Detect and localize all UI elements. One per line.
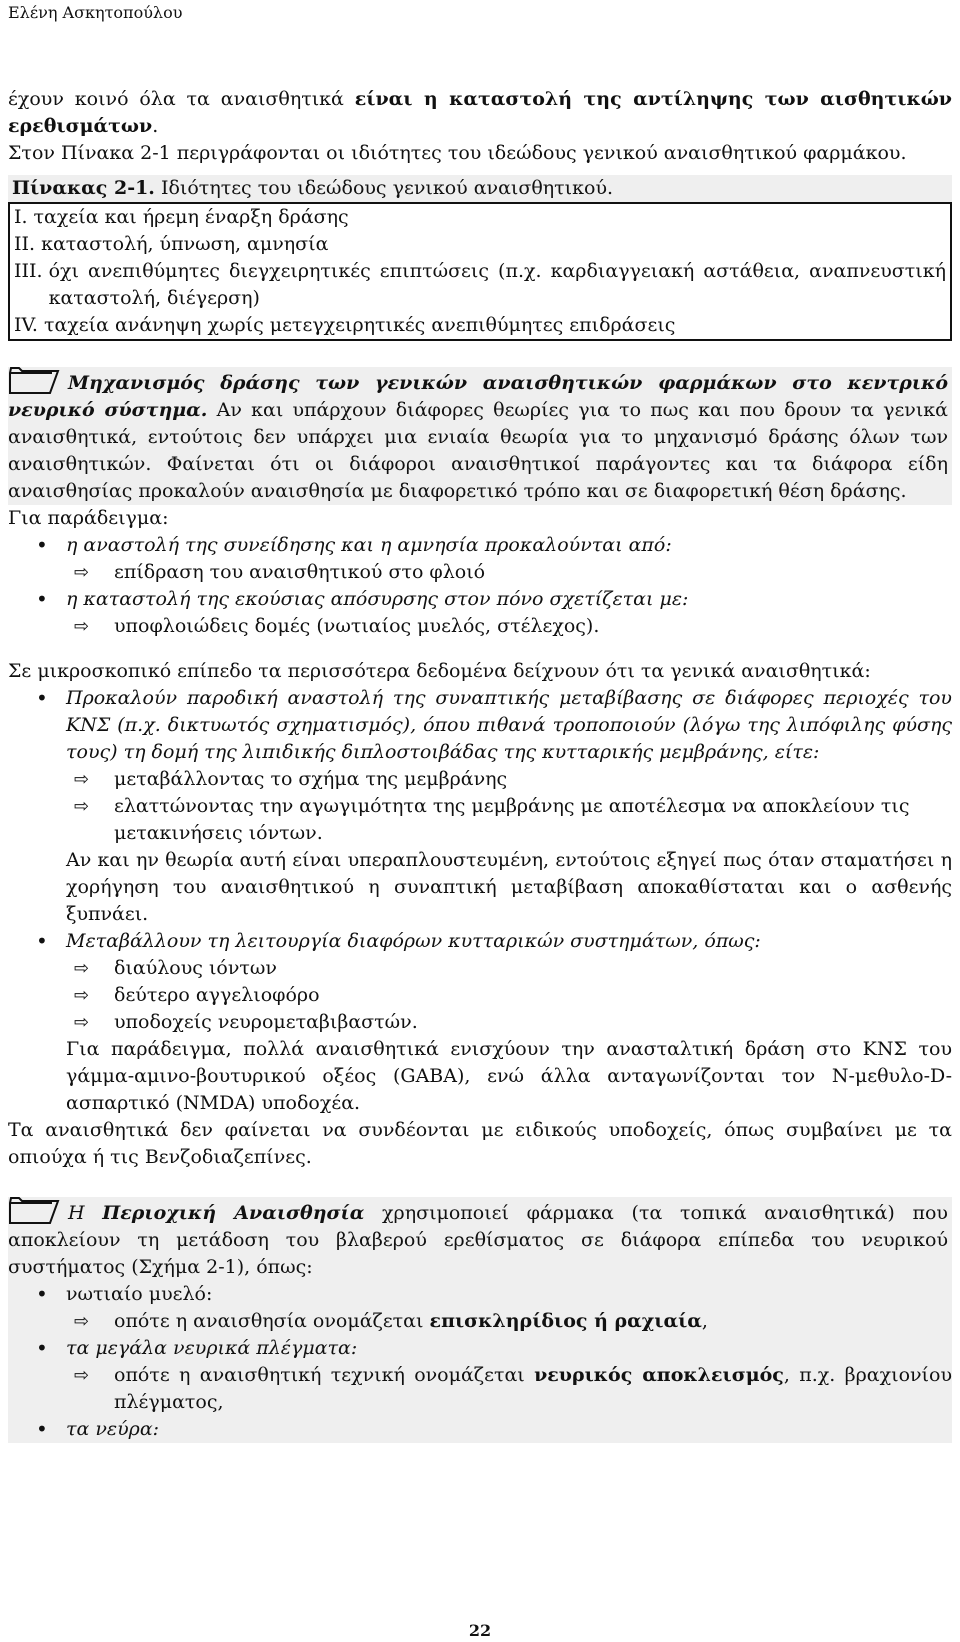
table-row [14,231,946,258]
page-number: 22 [468,1621,492,1640]
list-item: • τα μεγάλα νευρικά πλέγματα: ⇨ οπότε η αναισθητική τεχνική ονομάζεται νευρικός αποκλεισμός, π.χ. βραχιονίου πλέγματος, [8,1335,952,1416]
mechanism-text: Αν και υπάρχουν διάφορες θεωρίες για το πως και που δρουν τα γενικά αναισθητικά, εντούτοις δεν υπάρχει μια ενιαία θεωρία για το μηχανισμό δράσης όλων των αναισθητικών. Φαίνεται ότι οι διάφοροι αναισθητικοί παράγοντες και τα διάφορα είδη αναισθησίας προκαλούν αναισθησία με διαφορετικό τρόπο και σε διαφορετική θέση δράσης. [8,399,949,502]
arrow-right-icon: ⇨ [74,958,90,979]
sub-list [66,1308,952,1335]
list-item: ⇨ επίδραση του αναισθητικού στο φλοιό [66,559,952,586]
micro-intro: Σε μικροσκοπικό επίπεδο τα περισσότερα δεδομένα δείχνουν ότι τα γενικά αναισθητικά: [8,660,871,682]
arrow-right-icon: ⇨ [74,616,90,637]
row-text: όχι ανεπιθύμητες διεγχειρητικές επιπτώσεις (π.χ. καρδιαγγειακή αστάθεια, αναπνευστική καταστολή, διέγερση) [48,260,946,309]
list-item: ⇨ ελαττώνοντας την αγωγιμότητα της μεμβράνης με αποτέλεσμα να αποκλείουν τις μετακινήσεις ιόντων. [74,795,910,844]
micro-note: Για παράδειγμα, πολλά αναισθητικά ενισχύουν την ανασταλτική δράση στο ΚΝΣ του γάμμα-αμινο-βουτυρικού οξέος (GABA), ενώ άλλα ανταγωνίζονται τον N-μεθυλο-D-ασπαρτικό (NMDA) υποδοχέα. [66,1038,952,1114]
properties-table [8,202,952,341]
table-caption [8,175,952,202]
regional-text: χρησιμοποιεί φάρμακα (τα τοπικά αναισθητικά) που αποκλείουν τη μετάδοση του βλαβερού ερεθίσματος σε διάφορα επίπεδα του νευρικού συστήματος (Σχήμα 2-1), όπως: [8,1202,948,1278]
row-text: ταχεία και ήρεμη έναρξη δράσης [33,206,349,228]
folder-icon [8,1197,60,1225]
running-header-author: Ελένη Ασκητοπούλου [8,3,183,22]
list-item: • η καταστολή της εκούσιας απόσυρσης στον πόνο σχετίζεται με: ⇨ υποφλοιώδεις δομές (νωτιαίος μυελός, στέλεχος). [8,586,952,640]
arrow-right-icon: ⇨ [74,1311,90,1332]
table-row [14,258,946,312]
row-text: ταχεία ανάνηψη χωρίς μετεγχειρητικές ανεπιθύμητες επιδράσεις [43,314,676,336]
list-item: ⇨ υποφλοιώδεις δομές (νωτιαίος μυελός, στέλεχος). [66,613,952,640]
list-item: ⇨ μεταβάλλοντας το σχήμα της μεμβράνης [66,766,952,793]
intro-paragraph-1: έχουν κοινό όλα τα αναισθητικά είναι η καταστολή της αντίληψης των αισθητικών ερεθισμάτων. [8,88,952,137]
folder-icon [8,367,60,395]
example-label: Για παράδειγμα: [8,507,169,529]
regional-section [8,1197,952,1281]
list-item: ⇨ οπότε η αναισθητική τεχνική ονομάζεται νευρικός αποκλεισμός, π.χ. βραχιονίου πλέγματος, [74,1364,952,1413]
micro-list [8,685,952,1117]
table-row [14,312,946,339]
row-numeral: I. [14,206,28,228]
arrow-right-icon: ⇨ [74,1012,90,1033]
list-item: • Μεταβάλλουν τη λειτουργία διαφόρων κυτταρικών συστημάτων, όπως: ⇨ διαύλους ιόντων ⇨ δεύτερο αγγελιοφόρο ⇨ υποδοχείς νευρομεταβιβαστών. Για παράδειγμα, πολλά αναισθητικά ενισχύουν την ανασταλτική δράση στο ΚΝΣ του γάμμα-αμινο-βουτυρικού οξέος (GABA), ενώ άλλα ανταγωνίζονται τον N-μεθυλο-D-ασπαρτικό (NMDA) υποδοχέα. [8,928,952,1117]
mechanism-paragraph [8,367,948,505]
page-body [8,86,952,1443]
intro-text: έχουν κοινό όλα τα αναισθητικά [8,88,355,110]
list-item: • η αναστολή της συνείδησης και η αμνησία προκαλούνται από: ⇨ επίδραση του αναισθητικού στο φλοιό [8,532,952,586]
arrow-right-icon: ⇨ [74,985,90,1006]
micro-note: Αν και ην θεωρία αυτή είναι υπεραπλουστευμένη, εντούτοις εξηγεί πως όταν σταματήσει η χορήγηση του αναισθητικού η συναπτική μεταβίβαση αποκαθίσταται και ο ασθενής ξυπνάει. [66,849,952,925]
row-numeral: III. [14,260,43,282]
list-item: • νωτιαίο μυελό: ⇨ οπότε η αναισθησία ονομάζεται επισκληρίδιος ή ραχιαία, [8,1281,952,1335]
sub-list [66,613,952,640]
arrow-right-icon: ⇨ [74,562,90,583]
list-item: ⇨ διαύλους ιόντων [66,955,952,982]
sub-list [66,955,952,1036]
row-text: καταστολή, ύπνωση, αμνησία [41,233,329,255]
list-item: ⇨ δεύτερο αγγελιοφόρο [66,982,952,1009]
sub-list [66,559,952,586]
intro-paragraph-2: Στον Πίνακα 2-1 περιγράφονται οι ιδιότητες του ιδεώδους γενικού αναισθητικού φαρμάκου. [8,142,907,164]
micro-closing: Τα αναισθητικά δεν φαίνεται να συνδέονται με ειδικούς υποδοχείς, όπως συμβαίνει με τα οπιούχα ή τις Βενζοδιαζεπίνες. [8,1119,952,1168]
row-numeral: II. [14,233,36,255]
sub-list [66,766,952,847]
arrow-right-icon: ⇨ [74,796,90,817]
regional-heading: Περιοχική Αναισθησία [102,1202,365,1224]
list-item: ⇨ οπότε η αναισθησία ονομάζεται επισκληρίδιος ή ραχιαία, [66,1308,952,1335]
list-item: ⇨ υποδοχείς νευρομεταβιβαστών. [66,1009,952,1036]
mechanism-list [8,532,952,640]
intro-bold-text: είναι η καταστολή της αντίληψης των αισθητικών ερεθισμάτων [8,88,952,137]
regional-paragraph: Η Περιοχική Αναισθησία χρησιμοποιεί φάρμακα (τα τοπικά αναισθητικά) που αποκλείουν τη μετάδοση του βλαβερού ερεθίσματος σε διάφορα επίπεδα του νευρικού συστήματος (Σχήμα 2-1), όπως: [8,1197,948,1281]
sub-list [66,1362,952,1416]
table-caption-text: Ιδιότητες του ιδεώδους γενικού αναισθητικού. [154,177,614,199]
table-caption-label: Πίνακας 2-1. [12,177,155,199]
list-item: • Προκαλούν παροδική αναστολή της συναπτικής μεταβίβασης σε διάφορες περιοχές του ΚΝΣ (π.χ. δικτυωτός σχηματισμός), όπου πιθανά τροποποιούν (λόγω της λιπόφιλης φύσης τους) τη δομή της λιπιδικής διπλοστοιβάδας της κυτταρικής μεμβράνης, είτε: ⇨ μεταβάλλοντας το σχήμα της μεμβράνης ⇨ ελαττώνοντας την αγωγιμότητα της μεμβράνης με αποτέλεσμα να αποκλείουν τις μετακινήσεις ιόντων. Αν και ην θεωρία αυτή είναι υπεραπλουστευμένη, εντούτοις εξηγεί πως όταν σταματήσει η χορήγηση του αναισθητικού η συναπτική μεταβίβαση αποκαθίσταται και ο ασθενής ξυπνάει. [8,685,952,928]
table-row [14,204,946,231]
list-item: • τα νεύρα: [8,1416,952,1443]
row-numeral: IV. [14,314,38,336]
arrow-right-icon: ⇨ [74,1365,90,1386]
mechanism-section [8,367,952,505]
regional-list [8,1281,952,1443]
mechanism-heading: Μηχανισμός δράσης των γενικών αναισθητικών φαρμάκων στο κεντρικό νευρικό σύστημα. [8,372,948,421]
arrow-right-icon: ⇨ [74,769,90,790]
